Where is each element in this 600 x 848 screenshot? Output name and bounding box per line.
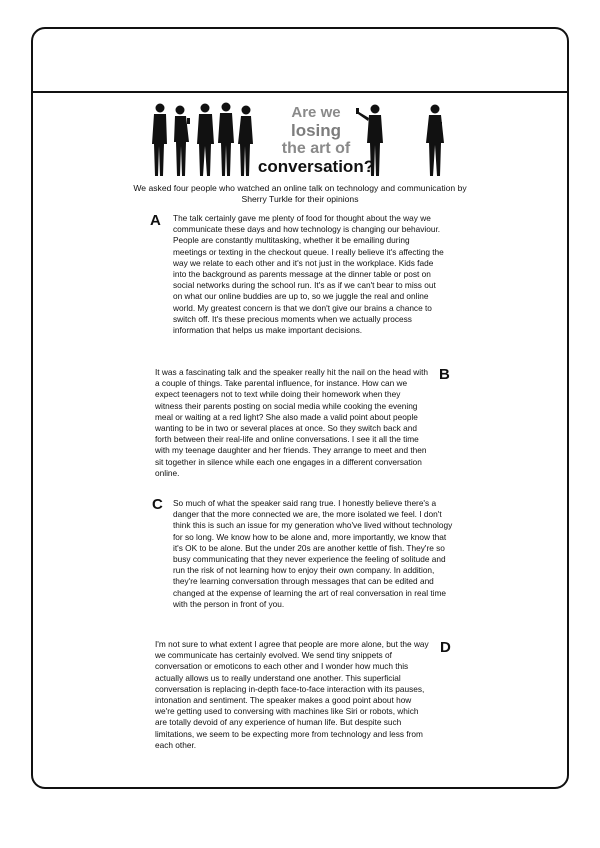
section-b-letter: B [439, 366, 450, 383]
header-divider [31, 91, 569, 93]
title-line-3: the art of [281, 140, 351, 157]
intro-text: We asked four people who watched an online talk on technology and communication by Sherry Turkle for their opinions [133, 183, 467, 204]
section-d-letter: D [440, 639, 451, 656]
page-title [246, 104, 386, 176]
title-line-2: losing [290, 121, 342, 140]
person-silhouette-icon [426, 105, 444, 177]
person-silhouette-icon [218, 103, 234, 177]
person-texting-silhouette [420, 100, 450, 178]
section-a-text: The talk certainly gave me plenty of food for thought about the way we communicate these days and how technology is changing our behaviour. People are constantly multitasking, whether it be emailing during meetings or texting in the checkout queue. I really believe it's affecting the way we relate to each other and it's not just in the workplace. Kids fade into the background as parents message at the dinner table or post on social networks during the school run. It's as if we can't bear to miss out on what our online buddies are up to, so we juggle the real and online world. My greatest concern is that we don't give our brains a chance to switch off. It's these precious moments when we actually process information that helps us make important decisions. [173, 213, 444, 336]
people-silhouettes-left [150, 100, 255, 178]
title-line-4: conversation? [257, 157, 375, 176]
section-a-letter: A [150, 212, 161, 229]
section-c-letter: C [152, 496, 163, 513]
title-line-1: Are we [291, 104, 341, 121]
person-silhouette-icon [152, 104, 167, 177]
person-silhouette-icon [174, 106, 190, 177]
section-b-text: It was a fascinating talk and the speaker really hit the nail on the head with a couple of things. Take parental influence, for instance. How can we expect teenagers not to text while doing their homework when they witness their parents posting on social media while cooking the evening meal or waiting at a red light? She also made a valid point about people wanting to be in two or several places at once. So they switch back and forth between their real-life and online conversations. I see it all the time with my teenage daughter and her friends. They arrange to meet and then sit together in silence while each one engages in a different conversation online. [155, 367, 429, 478]
person-silhouette-icon [197, 104, 214, 177]
section-c-text: So much of what the speaker said rang true. I honestly believe there's a danger that the more connected we are, the more isolated we feel. I don't think this is such an issue for my generation who've lived without technology for so long. We know how to be alone and, more importantly, we know that it's OK to be alone. But the under 20s are another kettle of fish. They're so busy communicating that they never experience the feeling of solitude and run the risk of not learning how to enjoy their own company. In addition, they're learning conversation through messages that can be edited and changed at the expense of learning the art of real conversation in real time with the person in front of you. [173, 498, 453, 609]
section-d-text: I'm not sure to what extent I agree that people are more alone, but the way we communicate has certainly evolved. We send tiny snippets of conversation or emoticons to each other and I wonder how much this actually allows us to really understand one another. This superficial conversation is replacing in-depth face-to-face interaction with its pauses, intonation and sentiment. The speaker makes a good point about how we're getting used to conversing with machines like Siri or robots, which are totally devoid of any experience of human life. But despite such limitations, we seem to be expecting more from technology and less from each other. [155, 639, 429, 750]
